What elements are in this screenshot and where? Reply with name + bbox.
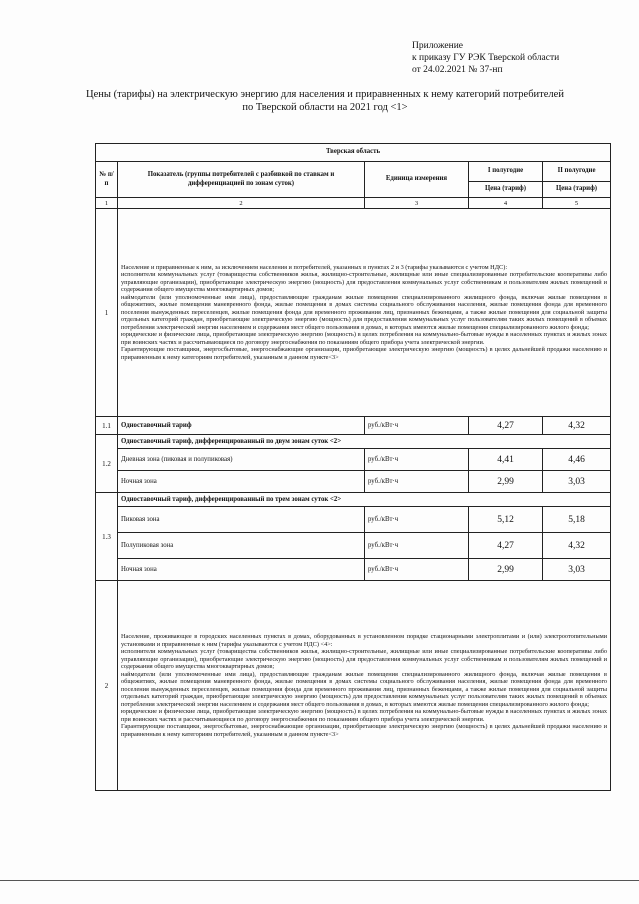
group-1-3-row-value-h1: 5,12 (469, 507, 543, 533)
tariff-table (95, 143, 611, 791)
col-header-h2: II полугодие (543, 162, 611, 182)
section-1-paragraph: наймодатели (или уполномоченные ими лица), предоставляющие гражданам жилые помещения специализированного жилищного фонда, включая жилые помещения в общежитиях, жилые помещения маневренного фонда, жилые помещения в домах системы социального обслуживания населения, жилые помещения фонда для временного поселения вынужденных переселенцев, жилые помещения фонда для временного проживания лиц, признанных беженцами, а также жилые помещения для социальной защиты отдельных категорий граждан, приобретающие электрическую энергию (мощность) для предоставления коммунальных услуг пользователям таких жилых помещений в объемах потребления электрической энергии населением и содержания мест общего пользования в домах, в которых имеются жилые помещения специализированного жилого фонда; (121, 293, 608, 331)
group-1-3-number: 1.3 (96, 493, 118, 581)
page-bottom-line (0, 880, 639, 881)
group-1-3-row-unit: руб./кВт·ч (365, 533, 469, 559)
col-header-price1: Цена (тариф) (469, 182, 543, 198)
appendix-line-2: к приказу ГУ РЭК Тверской области (412, 53, 560, 63)
group-1-3-row-label: Полупиковая зона (118, 533, 365, 559)
group-1-3-row-value-h2: 3,03 (543, 559, 611, 581)
section-1-paragraph: Гарантирующие поставщики, энергосбытовые, энергоснабжающие организации, приобретающие электрическую энергию (мощность) в целях дальнейшей продажи населению и приравненным к нему категориям потребителей, указанным в данном пункте<3> (121, 346, 608, 361)
section-2-paragraph: исполнители коммунальных услуг (товарищества собственников жилья, жилищно-строительные, жилищные или иные специализированные потребительские кооперативы либо управляющие организации), приобретающие электрическую энергию (мощность) для предоставления коммунальных услуг собственникам и пользователям жилых помещений и содержания общего имущества многоквартирных домов; (121, 648, 608, 670)
section-2-paragraph: Гарантирующие поставщики, энергосбытовые, энергоснабжающие организации, приобретающие электрическую энергию (мощность) в целях дальнейшей продажи населению и приравненным к нему категориям потребителей, указанным в данном пункте<3> (121, 723, 608, 738)
section-1-paragraph: Население и приравненные к ним, за исключением населения и потребителей, указанных в пунктах 2 и 3 (тарифы указываются с учетом НДС): (121, 263, 508, 271)
document-title: Цены (тарифы) на электрическую энергию для населения и приравненных к нему категорий потребителей по Тверской области на 2021 год <1> (86, 89, 564, 113)
col-number: 5 (543, 198, 611, 209)
group-1-2-row-label: Дневная зона (пиковая и полупиковая) (118, 449, 365, 471)
group-1-2-row-unit: руб./кВт·ч (365, 449, 469, 471)
group-1-2-row-value-h2: 3,03 (543, 471, 611, 493)
section-2-paragraph: юридические и физические лица, приобретающие электрическую энергию (мощность) в целях потребления на коммунально-бытовые нужды в населенных пунктах и жилых зонах при воинских частях и рассчитывающиеся по договору энергоснабжения по показаниям общего прибора учета электрической энергии. (121, 708, 608, 723)
group-1-3-row-value-h2: 4,32 (543, 533, 611, 559)
group-1-3-row-value-h1: 2,99 (469, 559, 543, 581)
section-2-number: 2 (96, 581, 118, 791)
group-1-3-row-value-h2: 5,18 (543, 507, 611, 533)
section-2-paragraph: Население, проживающее в городских населенных пунктах в домах, оборудованных в установленном порядке стационарными электроплитами и (или) электроотопительными установками и приравненные к ним (тарифы указываются с учетом НДС) <4>: (121, 633, 608, 648)
col-header-num: № п/п (96, 162, 118, 198)
group-1-3-row-label: Ночная зона (118, 559, 365, 581)
group-1-2-number: 1.2 (96, 435, 118, 493)
group-1-2-row-label: Ночная зона (118, 471, 365, 493)
group-1-2-row-unit: руб./кВт·ч (365, 471, 469, 493)
row-1-1-value-h2: 4,32 (543, 417, 611, 435)
col-number: 2 (118, 198, 365, 209)
col-header-unit: Единица измерения (365, 162, 469, 198)
col-header-price2: Цена (тариф) (543, 182, 611, 198)
section-2-description (118, 581, 611, 791)
row-1-1-unit: руб./кВт·ч (365, 417, 469, 435)
group-1-3-row-unit: руб./кВт·ч (365, 559, 469, 581)
section-1-number: 1 (96, 209, 118, 417)
col-number: 3 (365, 198, 469, 209)
col-number: 1 (96, 198, 118, 209)
group-1-2-row-value-h1: 2,99 (469, 471, 543, 493)
group-1-3-title: Одноставочный тариф, дифференцированный по трем зонам суток <2> (118, 493, 611, 507)
appendix-line-3: от 24.02.2021 № 37-нп (412, 65, 503, 75)
section-1-paragraph: юридические и физические лица, приобретающие электрическую энергию (мощность) в целях потребления на коммунально-бытовые нужды в населенных пунктах и жилых зонах при воинских частях и рассчитывающиеся по договору энергоснабжения по показаниям общего прибора учета электрической энергии. (121, 331, 608, 346)
row-1-1-number: 1.1 (96, 417, 118, 435)
row-1-1-label: Одноставочный тариф (118, 417, 365, 435)
appendix-line-1: Приложение (412, 41, 463, 51)
row-1-1-value-h1: 4,27 (469, 417, 543, 435)
col-number: 4 (469, 198, 543, 209)
section-2-paragraph: наймодатели (или уполномоченные ими лица), предоставляющие гражданам жилые помещения специализированного жилищного фонда, включая жилые помещения в общежитиях, жилые помещения маневренного фонда, жилые помещения в домах системы социального обслуживания населения, жилые помещения фонда для временного поселения вынужденных переселенцев, жилые помещения фонда для временного проживания лиц, признанных беженцами, а также жилые помещения для социальной защиты отдельных категорий граждан, приобретающие электрическую энергию (мощность) для предоставления коммунальных услуг пользователям таких жилых помещений в объемах потребления электрической энергии населением и содержания мест общего пользования в домах, в которых имеются жилые помещения специализированного жилого фонда; (121, 670, 608, 708)
section-1-paragraph: исполнители коммунальных услуг (товарищества собственников жилья, жилищно-строительные, жилищные или иные специализированные потребительские кооперативы либо управляющие организации), приобретающие электрическую энергию (мощность) для предоставления коммунальных услуг собственникам и пользователям жилых помещений и содержания общего имущества многоквартирных домов; (121, 271, 608, 294)
region-header: Тверская область (96, 144, 611, 162)
section-1-description (118, 209, 611, 417)
group-1-3-row-value-h1: 4,27 (469, 533, 543, 559)
group-1-3-row-label: Пиковая зона (118, 507, 365, 533)
group-1-2-row-value-h2: 4,46 (543, 449, 611, 471)
group-1-2-title: Одноставочный тариф, дифференцированный по двум зонам суток <2> (118, 435, 611, 449)
appendix-header (412, 40, 559, 76)
col-header-indicator: Показатель (группы потребителей с разбивкой по ставкам и дифференциацией по зонам суток) (118, 162, 365, 198)
col-header-h1: I полугодие (469, 162, 543, 182)
group-1-3-row-unit: руб./кВт·ч (365, 507, 469, 533)
group-1-2-row-value-h1: 4,41 (469, 449, 543, 471)
